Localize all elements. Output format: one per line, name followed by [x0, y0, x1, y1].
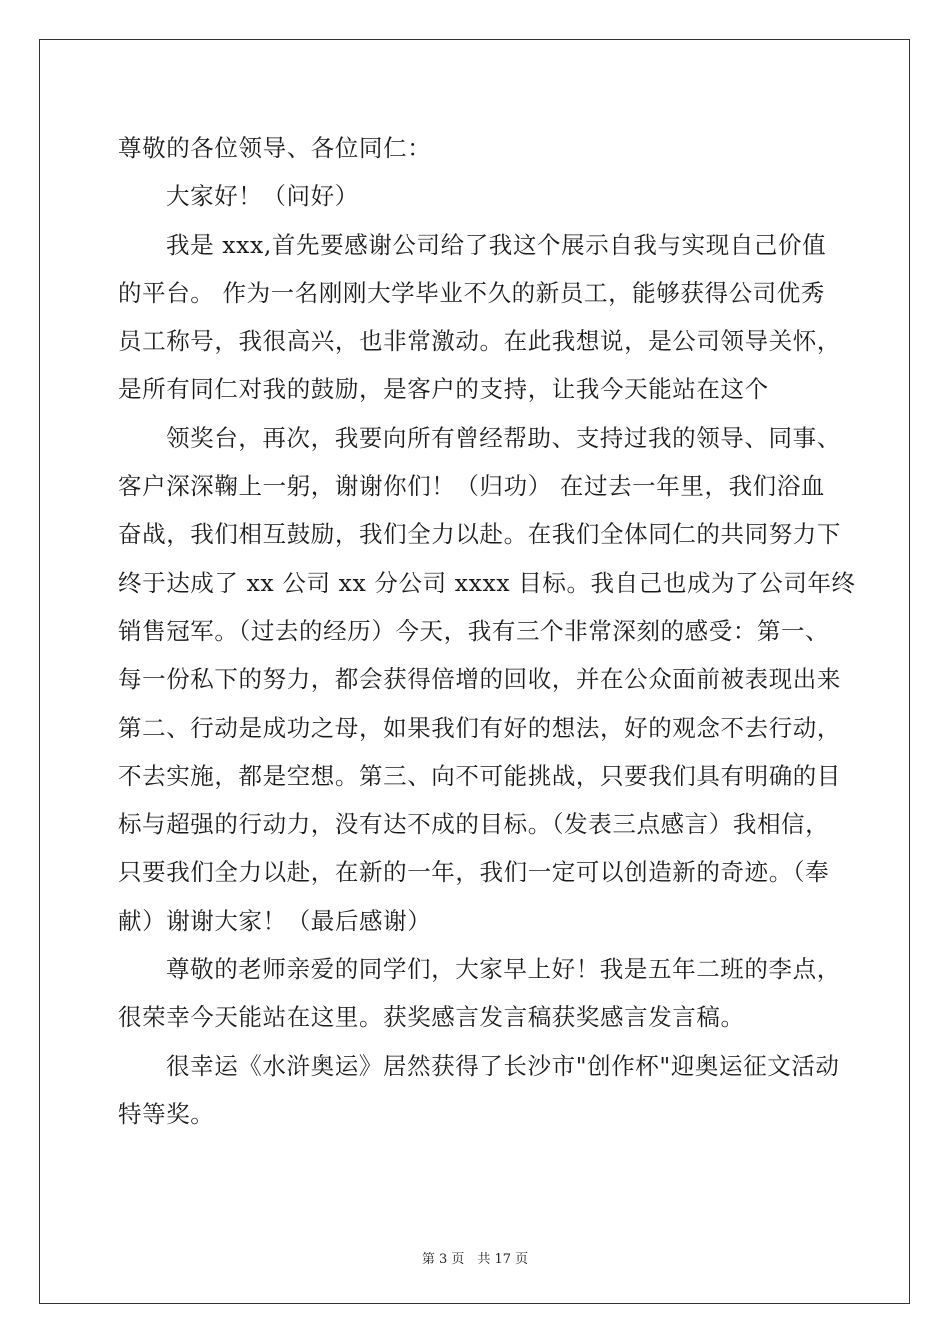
document-body: [118, 124, 856, 1138]
text-line: 很幸运《水浒奥运》居然获得了长沙市"创作杯"迎奥运征文活动: [166, 1051, 840, 1080]
text-line: 的平台。 作为一名刚刚大学毕业不久的新员工，能够获得公司优秀: [118, 278, 825, 307]
text-line: 尊敬的老师亲爱的同学们，大家早上好！我是五年二班的李点，: [166, 955, 841, 984]
text-line: 大家好！（问好）: [166, 182, 359, 211]
text-line: 奋战，我们相互鼓励，我们全力以赴。在我们全体同仁的共同努力下: [118, 520, 841, 549]
page-number: 第 3 页 共 17 页: [421, 1252, 529, 1267]
text-line: 第二、行动是成功之母，如果我们有好的想法，好的观念不去行动，: [118, 713, 841, 742]
text-line: 只要我们全力以赴，在新的一年，我们一定可以创造新的奇迹。（奉: [118, 858, 830, 887]
text-line: 客户深深鞠上一躬，谢谢你们！（归功） 在过去一年里，我们浴血: [118, 472, 825, 501]
text-line: 标与超强的行动力，没有达不成的目标。（发表三点感言）我相信，: [118, 810, 830, 839]
text-line: 领奖台，再次，我要向所有曾经帮助、支持过我的领导、同事、: [166, 423, 841, 452]
text-line: 员工称号，我很高兴，也非常激动。在此我想说，是公司领导关怀，: [118, 327, 841, 356]
text-line: 献）谢谢大家！（最后感谢）: [118, 906, 432, 935]
text-line: 很荣幸今天能站在这里。获奖感言发言稿获奖感言发言稿。: [118, 1003, 745, 1032]
text-line: 是所有同仁对我的鼓励，是客户的支持，让我今天能站在这个: [118, 375, 769, 404]
text-line: 我是 xxx,首先要感谢公司给了我这个展示自我与实现自己价值: [166, 230, 827, 259]
text-line: 终于达成了 xx 公司 xx 分公司 xxxx 目标。我自己也成为了公司年终: [118, 568, 856, 597]
text-line: 销售冠军。（过去的经历）今天，我有三个非常深刻的感受：第一、: [118, 616, 830, 645]
text-line: 特等奖。: [118, 1099, 215, 1128]
text-line: 尊敬的各位领导、各位同仁：: [118, 134, 432, 162]
text-line: 不去实施，都是空想。第三、向不可能挑战，只要我们具有明确的目: [118, 761, 841, 790]
text-line: 每一份私下的努力，都会获得倍增的回收，并在公众面前被表现出来: [118, 665, 841, 694]
